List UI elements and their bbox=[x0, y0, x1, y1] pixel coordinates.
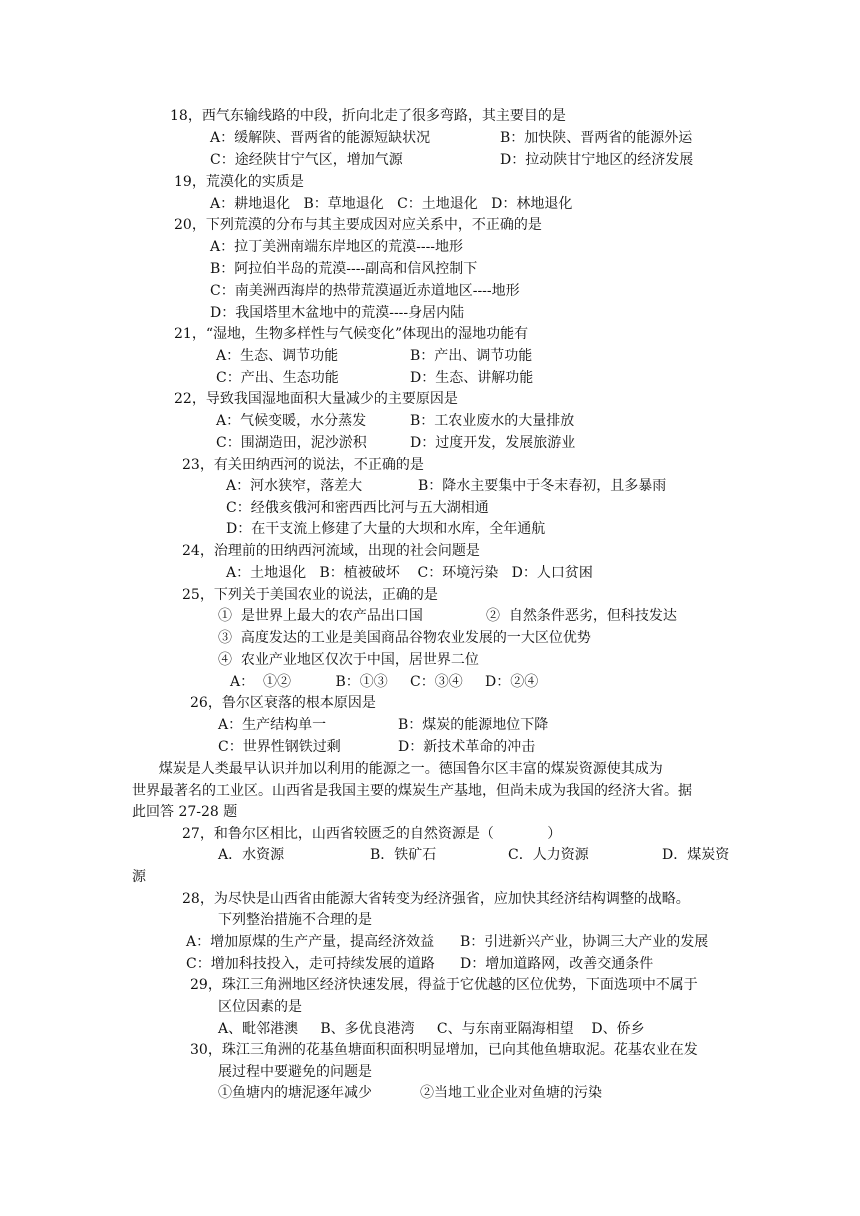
q26-option-c: C：世界性钢铁过剩 bbox=[218, 739, 341, 755]
q18-option-a: A：缓解陕、晋两省的能源短缺状况 bbox=[210, 130, 431, 146]
q26-option-b: B：煤炭的能源地位下降 bbox=[398, 717, 549, 733]
q27-option-d-wrap: 源 bbox=[132, 869, 146, 885]
q27-option-b: B．铁矿石 bbox=[370, 847, 437, 863]
q23-option-c: C：经俄亥俄河和密西西比河与五大湖相通 bbox=[226, 500, 489, 516]
q30-statement-2: ②当地工业企业对鱼塘的污染 bbox=[420, 1085, 602, 1101]
q28-option-b: B：引进新兴产业，协调三大产业的发展 bbox=[460, 934, 709, 950]
q26-option-a: A：生产结构单一 bbox=[218, 717, 327, 733]
q23-option-d: D：在干支流上修建了大量的大坝和水库，全年通航 bbox=[226, 521, 546, 537]
q20-option-b: B：阿拉伯半岛的荒漠----副高和信风控制下 bbox=[210, 261, 478, 277]
passage-line-2: 世界最著名的工业区。山西省是我国主要的煤炭生产基地，但尚未成为我国的经济大省。据 bbox=[132, 783, 692, 799]
q27-option-c: C．人力资源 bbox=[508, 847, 589, 863]
q26-stem: 26，鲁尔区衰落的根本原因是 bbox=[190, 695, 376, 711]
q23-option-a: A：河水狭窄，落差大 bbox=[226, 478, 363, 494]
q28-option-a: A：增加原煤的生产产量，提高经济效益 bbox=[186, 934, 435, 950]
q27-stem: 27，和鲁尔区相比，山西省较匮乏的自然资源是（ ） bbox=[182, 826, 562, 842]
q27-option-d: D．煤炭资 bbox=[662, 847, 730, 863]
q25-statement-1: ① 是世界上最大的农产品出口国 bbox=[218, 608, 423, 624]
q25-options: A： ①② B：①③ C：③④ D：②④ bbox=[230, 674, 539, 690]
q18-option-c: C：途经陕甘宁气区，增加气源 bbox=[210, 152, 403, 168]
q20-option-a: A：拉丁美洲南端东岸地区的荒漠----地形 bbox=[210, 239, 464, 255]
q28-stem-cont: 下列整治措施不合理的是 bbox=[218, 912, 372, 928]
q25-stem: 25，下列关于美国农业的说法，正确的是 bbox=[182, 587, 438, 603]
q20-stem: 20，下列荒漠的分布与其主要成因对应关系中，不正确的是 bbox=[174, 217, 542, 233]
q18-stem: 18，西气东输线路的中段，折向北走了很多弯路，其主要目的是 bbox=[170, 108, 566, 124]
q24-stem: 24，治理前的田纳西河流域，出现的社会问题是 bbox=[182, 543, 480, 559]
q18-option-b: B：加快陕、晋两省的能源外运 bbox=[500, 130, 693, 146]
q21-option-d: D：生态、讲解功能 bbox=[410, 370, 534, 386]
q30-statement-1: ①鱼塘内的塘泥逐年减少 bbox=[218, 1085, 372, 1101]
q22-option-c: C：围湖造田，泥沙淤积 bbox=[216, 435, 367, 451]
q18-option-d: D：拉动陕甘宁地区的经济发展 bbox=[500, 152, 694, 168]
q22-option-d: D：过度开发，发展旅游业 bbox=[410, 435, 576, 451]
q23-stem: 23，有关田纳西河的说法，不正确的是 bbox=[182, 457, 424, 473]
q19-stem: 19，荒漠化的实质是 bbox=[174, 174, 304, 190]
q29-options: A、毗邻港澳 B、多优良港湾 C、与东南亚隔海相望 D、侨乡 bbox=[218, 1021, 645, 1037]
q22-option-b: B：工农业废水的大量排放 bbox=[410, 413, 575, 429]
q29-stem: 29，珠江三角洲地区经济快速发展，得益于它优越的区位优势，下面选项中不属于 bbox=[190, 977, 698, 993]
q21-option-b: B：产出、调节功能 bbox=[410, 348, 533, 364]
q21-stem: 21，“湿地，生物多样性与气候变化”体现出的湿地功能有 bbox=[174, 326, 529, 342]
q25-statement-4: ④ 农业产业地区仅次于中国，居世界二位 bbox=[218, 652, 479, 668]
q21-option-a: A：生态、调节功能 bbox=[216, 348, 339, 364]
q30-stem-cont: 展过程中要避免的问题是 bbox=[218, 1064, 372, 1080]
q28-option-d: D：增加道路网，改善交通条件 bbox=[460, 956, 654, 972]
passage-line-1: 煤炭是人类最早认识并加以利用的能源之一。德国鲁尔区丰富的煤炭资源使其成为 bbox=[132, 761, 663, 777]
q20-option-d: D：我国塔里木盆地中的荒漠----身居内陆 bbox=[210, 305, 465, 321]
q28-option-c: C：增加科技投入，走可持续发展的道路 bbox=[186, 956, 435, 972]
q22-option-a: A：气候变暖，水分蒸发 bbox=[216, 413, 367, 429]
q28-stem: 28，为尽快是山西省由能源大省转变为经济强省，应加快其经济结构调整的战略。 bbox=[182, 891, 690, 907]
passage-line-3: 此回答 27-28 题 bbox=[132, 804, 238, 820]
q26-option-d: D：新技术革命的冲击 bbox=[398, 739, 536, 755]
q27-option-a: A．水资源 bbox=[218, 847, 285, 863]
q29-stem-cont: 区位因素的是 bbox=[218, 999, 302, 1015]
q19-options: A：耕地退化 B：草地退化 C：土地退化 D：林地退化 bbox=[210, 196, 573, 212]
q21-option-c: C：产出、生态功能 bbox=[216, 370, 339, 386]
q30-stem: 30，珠江三角洲的花基鱼塘面积面积明显增加，已向其他鱼塘取泥。花基农业在发 bbox=[190, 1042, 698, 1058]
q20-option-c: C：南美洲西海岸的热带荒漠逼近赤道地区----地形 bbox=[210, 283, 520, 299]
q25-statement-2: ② 自然条件恶劣，但科技发达 bbox=[486, 608, 677, 624]
q25-statement-3: ③ 高度发达的工业是美国商品谷物农业发展的一大区位优势 bbox=[218, 630, 591, 646]
q24-options: A：土地退化 B：植被破坏 C：环境污染 D：人口贫困 bbox=[226, 565, 593, 581]
q23-option-b: B：降水主要集中于冬末春初，且多暴雨 bbox=[418, 478, 667, 494]
q22-stem: 22，导致我国湿地面积大量减少的主要原因是 bbox=[174, 391, 458, 407]
